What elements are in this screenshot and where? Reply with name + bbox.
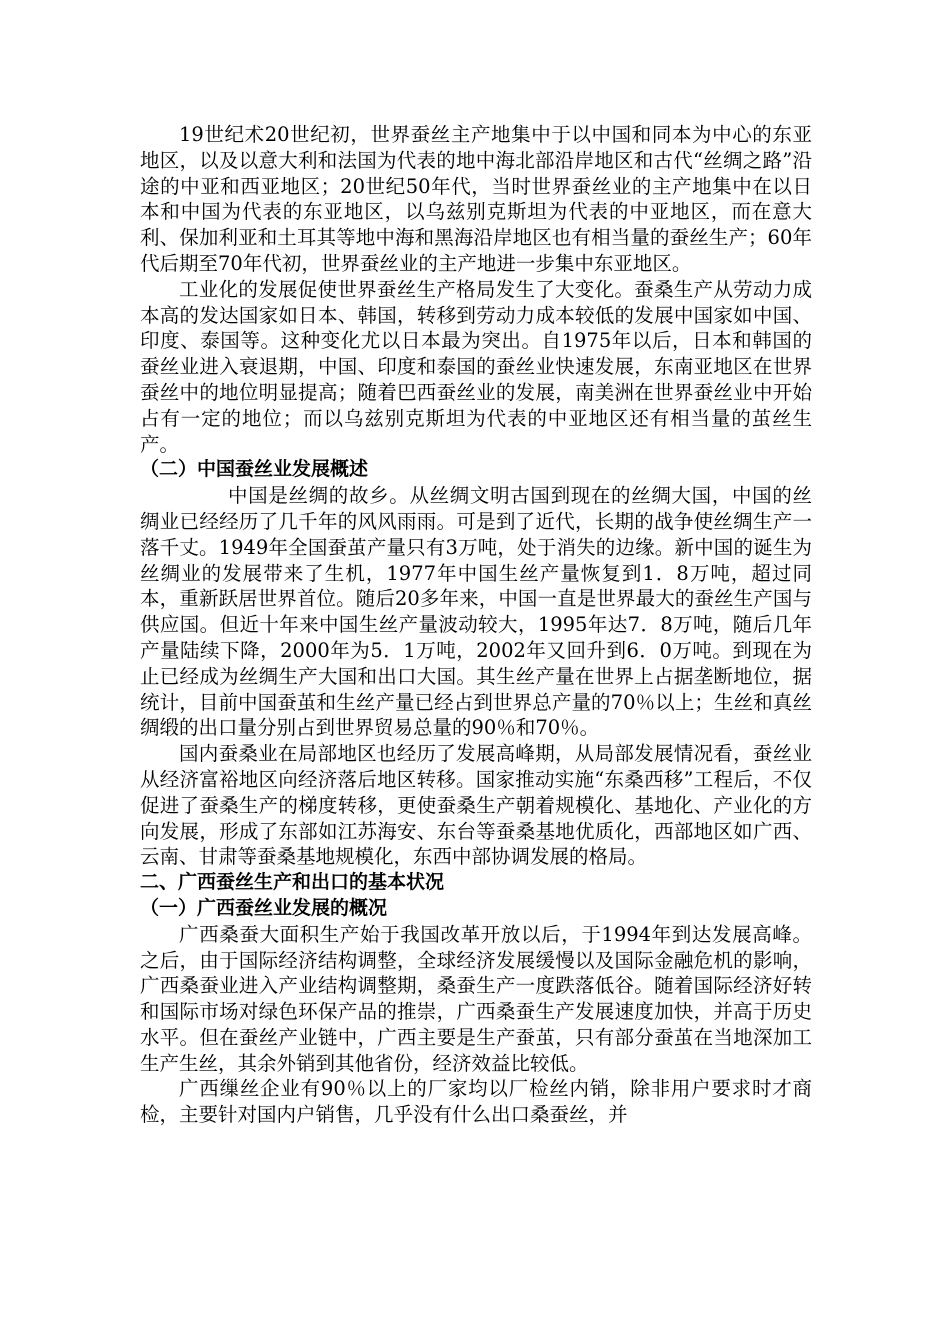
paragraph-guangxi-development: 广西桑蚕大面积生产始于我国改革开放以后，于1994年到达发展高峰。之后，由于国际经济结构调整，全球经济发展缓慢以及国际金融危机的影响，广西桑蚕业进入产业结构调整期，桑蚕生产一度跌落低谷。随着国际经济好转和国际市场对绿色环保产品的推崇，广西桑蚕生产发展速度加快，并高于历史水平。但在蚕丝产业链中，广西主要是生产蚕茧，只有部分蚕茧在当地深加工生产生丝，其余外销到其他省份，经济效益比较低。 bbox=[140, 922, 812, 1075]
section-heading-guangxi-production: 二、广西蚕丝生产和出口的基本状况 bbox=[140, 871, 445, 894]
paragraph-domestic-sericulture: 国内蚕桑业在局部地区也经历了发展高峰期，从局部发展情况看，蚕丝业从经济富裕地区向经济落后地区转移。国家推动实施“东桑西移”工程后，不仅促进了蚕桑生产的梯度转移，更使蚕桑生产朝着规模化、基地化、产业化的方向发展，形成了东部如江苏海安、东台等蚕桑基地优质化，西部地区如广西、云南、甘肃等蚕桑基地规模化，东西中部协调发展的格局。 bbox=[140, 742, 812, 869]
paragraph-guangxi-reeling-enterprises: 广西缫丝企业有90％以上的厂家均以厂检丝内销，除非用户要求时才商检，主要针对国内户销售，几乎没有什么出口桑蚕丝，并 bbox=[140, 1077, 812, 1127]
paragraph-china-silk-history: 中国是丝绸的故乡。从丝绸文明古国到现在的丝绸大国，中国的丝绸业已经经历了几千年的风风雨雨。可是到了近代，长期的战争使丝绸生产一落千丈。1949年全国蚕茧产量只有3万吨，处于消失的边缘。新中国的诞生为丝绸业的发展带来了生机，1977年中国生丝产量恢复到1．8万吨，超过同本，重新跃居世界首位。随后20多年来，中国一直是世界最大的蚕丝生产国与供应国。但近十年来中国生丝产量波动较大，1995年达7．8万吨，随后几年产量陆续下降，2000年为5．1万吨，2002年又回升到6．0万吨。到现在为止已经成为丝绸生产大国和出口大国。其生丝产量在世界上占据垄断地位，据统计，目前中国蚕茧和生丝产量已经占到世界总产量的70％以上；生丝和真丝绸缎的出口量分别占到世界贸易总量的90％和70％。 bbox=[140, 484, 812, 740]
document-page bbox=[140, 122, 812, 1128]
section-heading-china-silk: （二）中国蚕丝业发展概述 bbox=[140, 458, 369, 481]
section-heading-guangxi-overview: （一）广西蚕丝业发展的概况 bbox=[140, 896, 388, 919]
paragraph-world-silk-regions: 19世纪术20世纪初，世界蚕丝主产地集中于以中国和同本为中心的东亚地区，以及以意大利和法国为代表的地中海北部沿岸地区和古代“丝绸之路”沿途的中亚和西亚地区；20世纪50年代，当时世界蚕丝业的主产地集中在以日本和中国为代表的东亚地区，以乌兹别克斯坦为代表的中亚地区，而在意大利、保加利亚和土耳其等地中海和黑海沿岸地区也有相当量的蚕丝生产；60年代后期至70年代初，世界蚕丝业的主产地进一步集中东亚地区。 bbox=[140, 123, 812, 275]
paragraph-industrialization-shift: 工业化的发展促使世界蚕丝生产格局发生了大变化。蚕桑生产从劳动力成本高的发达国家如日本、韩国，转移到劳动力成本较低的发展中国家如中国、印度、泰国等。这种变化尤以日本最为突出。自1975年以后，日本和韩国的蚕丝业进入衰退期，中国、印度和泰国的蚕丝业快速发展，东南亚地区在世界蚕丝中的地位明显提高；随着巴西蚕丝业的发展，南美洲在世界蚕丝业中开始占有一定的地位；而以乌兹别克斯坦为代表的中亚地区还有相当量的茧丝生产。 bbox=[140, 277, 812, 456]
